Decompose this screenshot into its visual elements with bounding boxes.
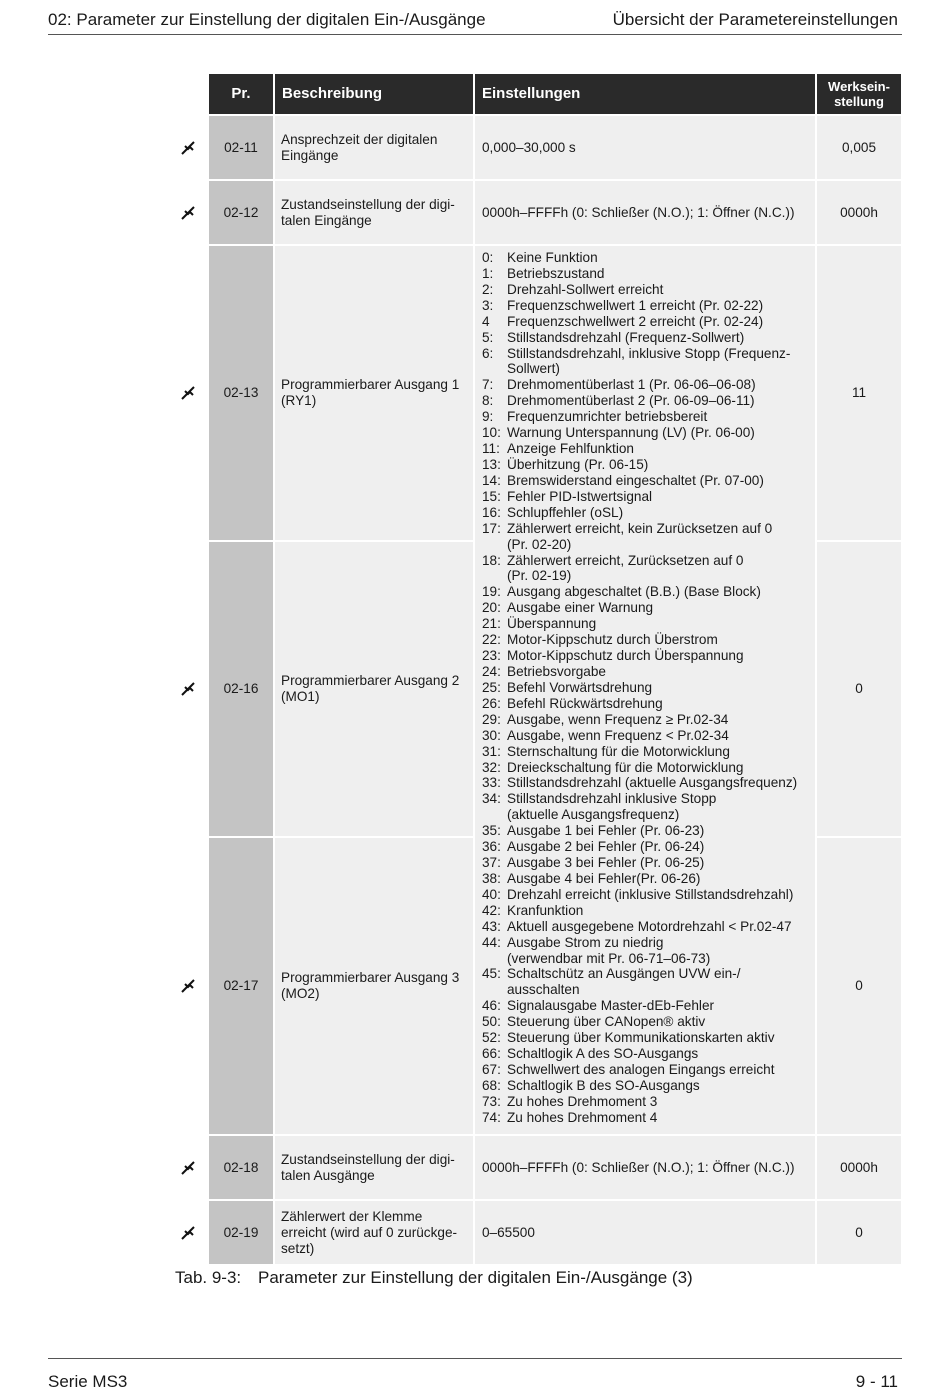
option-number: 38: [482, 870, 501, 886]
option-text: Ausgabe, wenn Frequenz ≥ Pr.02-34 [507, 711, 729, 727]
param-number: 02-16 [209, 542, 273, 836]
live-edit-icon [181, 978, 195, 994]
option-text: Motor-Kippschutz durch Überstrom [507, 632, 718, 648]
option-text: Motor-Kippschutz durch Überspannung [507, 648, 744, 664]
param-description-text: Ansprechzeit der digitalen Eingänge [281, 131, 438, 163]
option-text: Aktuell ausgegebene Motordrehzahl < Pr.02-47 [507, 918, 792, 934]
option-item [482, 998, 815, 1014]
option-text: Überhitzung (Pr. 06-15) [507, 456, 649, 472]
option-text: Zu hohes Drehmoment 4 [507, 1109, 658, 1125]
option-number: 16: [482, 504, 501, 520]
option-item [482, 648, 815, 664]
param-description-text: Zustandseinstellung der digi- talen Eingänge [281, 196, 455, 228]
option-text: Schaltlogik A des SO-Ausgangs [507, 1046, 699, 1062]
header-chapter-title: 02: Parameter zur Einstellung der digitalen Ein-/Ausgänge [48, 10, 486, 29]
option-item [482, 505, 815, 521]
option-text: Frequenzschwellwert 1 erreicht (Pr. 02-22) [507, 297, 764, 313]
option-number: 0: [482, 250, 494, 265]
option-number: 66: [482, 1046, 501, 1062]
option-number: 32: [482, 759, 501, 775]
option-text: Steuerung über Kommunikationskarten aktiv [507, 1030, 775, 1046]
header-section-title: Übersicht der Parametereinstellungen [612, 10, 898, 29]
option-number: 37: [482, 855, 501, 871]
option-item [482, 377, 815, 393]
option-item [482, 600, 815, 616]
option-item [482, 887, 815, 903]
option-number: 52: [482, 1030, 501, 1046]
param-description-text: Programmierbarer Ausgang 3 (MO2) [281, 970, 460, 1001]
option-item [482, 696, 815, 712]
option-number: 25: [482, 679, 501, 695]
option-item [482, 903, 815, 919]
param-description-text: Zählerwert der Klemme erreicht (wird auf 0 zurückge- setzt) [281, 1208, 458, 1256]
option-text: Schlupffehler (oSL) [507, 504, 624, 520]
col-header-default-line1: Werksein- [828, 79, 890, 94]
option-item [482, 521, 815, 553]
option-number: 10: [482, 425, 501, 441]
footer-series: Serie MS3 [48, 1372, 128, 1387]
param-number: 02-12 [209, 181, 273, 244]
option-number: 29: [482, 711, 501, 727]
option-text: Signalausgabe Master-dEb-Fehler [507, 998, 715, 1014]
option-text: Sternschaltung für die Motorwicklung [507, 743, 730, 759]
option-text: Schaltschütz an Ausgängen UVW ein-/ ausschalten [507, 966, 741, 998]
col-header-default-line2: stellung [834, 94, 884, 109]
option-item [482, 728, 815, 744]
col-header-default [817, 74, 901, 114]
footer-page-number: 9 - 11 [855, 1372, 898, 1387]
param-description [275, 542, 473, 836]
option-number: 18: [482, 552, 501, 568]
option-number: 35: [482, 823, 501, 839]
option-text: Ausgabe 4 bei Fehler(Pr. 06-26) [507, 870, 701, 886]
live-edit-icon [181, 1225, 195, 1241]
option-number: 50: [482, 1014, 501, 1030]
option-text: Ausgabe 1 bei Fehler (Pr. 06-23) [507, 823, 705, 839]
option-text: Fehler PID-Istwertsignal [507, 488, 653, 504]
param-setting: 0,000–30,000 s [475, 116, 815, 179]
option-text: Steuerung über CANopen® aktiv [507, 1014, 706, 1030]
option-number: 26: [482, 695, 501, 711]
option-item [482, 919, 815, 935]
option-item [482, 839, 815, 855]
param-description-text: Zustandseinstellung der digi- talen Ausgänge [281, 1151, 455, 1183]
option-item [482, 712, 815, 728]
option-text: Zu hohes Drehmoment 3 [507, 1093, 658, 1109]
live-edit-icon [181, 205, 195, 221]
option-item [482, 855, 815, 871]
option-text: Stillstandsdrehzahl, inklusive Stopp (Frequenz- Sollwert) [507, 345, 791, 377]
option-number: 30: [482, 727, 501, 743]
option-text: Frequenzumrichter betriebsbereit [507, 409, 708, 425]
option-item [482, 664, 815, 680]
page-header [48, 9, 902, 35]
option-text: Befehl Rückwärtsdrehung [507, 695, 663, 711]
option-item [482, 457, 815, 473]
option-text: Bremswiderstand eingeschaltet (Pr. 07-00) [507, 472, 764, 488]
param-default: 0000h [817, 181, 901, 244]
option-number: 24: [482, 663, 501, 679]
option-number: 68: [482, 1077, 501, 1093]
option-item [482, 823, 815, 839]
option-number: 40: [482, 886, 501, 902]
option-number: 1: [482, 265, 494, 281]
option-item [482, 473, 815, 489]
option-item [482, 791, 815, 823]
param-number: 02-17 [209, 838, 273, 1134]
param-description [275, 1136, 473, 1199]
caption-number: Tab. 9-3: [175, 1268, 242, 1287]
option-text: Kranfunktion [507, 902, 584, 918]
param-description-text: Programmierbarer Ausgang 2 (MO1) [281, 673, 460, 704]
option-number: 5: [482, 329, 494, 345]
option-text: Ausgabe Strom zu niedrig (verwendbar mit Pr. 06-71–06-73) [507, 934, 711, 966]
option-text: Betriebszustand [507, 265, 605, 281]
param-description [275, 838, 473, 1134]
page-footer [48, 1358, 902, 1387]
option-item [482, 409, 815, 425]
option-number: 73: [482, 1093, 501, 1109]
col-header-settings: Einstellungen [475, 74, 815, 114]
option-number: 4 [482, 313, 490, 329]
param-number: 02-18 [209, 1136, 273, 1199]
option-number: 7: [482, 377, 494, 393]
option-text: Zählerwert erreicht, kein Zurücksetzen auf 0 (Pr. 02-20) [507, 520, 773, 552]
live-edit-icon [181, 1160, 195, 1176]
option-item [482, 680, 815, 696]
param-description [275, 246, 473, 540]
param-number: 02-13 [209, 246, 273, 540]
param-description [275, 1201, 473, 1264]
option-number: 17: [482, 520, 501, 536]
option-text: Ausgabe 2 bei Fehler (Pr. 06-24) [507, 839, 705, 855]
option-item [482, 935, 815, 967]
option-number: 13: [482, 456, 501, 472]
param-setting: 0–65500 [475, 1201, 815, 1264]
option-text: Überspannung [507, 616, 597, 632]
option-number: 34: [482, 791, 501, 807]
option-number: 36: [482, 839, 501, 855]
live-edit-icon [181, 385, 195, 401]
option-item [482, 250, 815, 266]
caption-text: Parameter zur Einstellung der digitalen Ein-/Ausgänge (3) [258, 1268, 693, 1287]
option-number: 15: [482, 488, 501, 504]
option-number: 42: [482, 902, 501, 918]
param-default: 0000h [817, 1136, 901, 1199]
param-number: 02-11 [209, 116, 273, 179]
option-item [482, 632, 815, 648]
option-number: 67: [482, 1062, 501, 1078]
param-description [275, 116, 473, 179]
option-item [482, 584, 815, 600]
col-header-description: Beschreibung [275, 74, 473, 114]
option-item [482, 744, 815, 760]
param-default: 0 [817, 838, 901, 1134]
option-item [482, 1078, 815, 1094]
option-number: 21: [482, 616, 501, 632]
param-setting: 0000h–FFFFh (0: Schließer (N.O.); 1: Öffner (N.C.)) [475, 1136, 815, 1199]
option-item [482, 775, 815, 791]
option-number: 45: [482, 966, 501, 982]
option-item [482, 314, 815, 330]
option-number: 14: [482, 472, 501, 488]
option-text: Drehmomentüberlast 1 (Pr. 06-06–06-08) [507, 377, 756, 393]
option-text: Schwellwert des analogen Eingangs erreicht [507, 1062, 775, 1078]
option-item [482, 966, 815, 998]
option-number: 19: [482, 584, 501, 600]
option-text: Zählerwert erreicht, Zurücksetzen auf 0 (Pr. 02-19) [507, 552, 744, 584]
output-function-list [475, 246, 815, 1134]
option-item [482, 1014, 815, 1030]
option-number: 8: [482, 393, 494, 409]
option-item [482, 760, 815, 776]
option-text: Keine Funktion [507, 250, 598, 265]
option-number: 74: [482, 1109, 501, 1125]
option-number: 22: [482, 632, 501, 648]
option-item [482, 489, 815, 505]
param-setting: 0000h–FFFFh (0: Schließer (N.O.); 1: Öffner (N.C.)) [475, 181, 815, 244]
option-item [482, 330, 815, 346]
live-edit-icon [181, 681, 195, 697]
param-default: 0 [817, 542, 901, 836]
option-number: 6: [482, 345, 494, 361]
option-item [482, 616, 815, 632]
option-number: 9: [482, 409, 494, 425]
option-text: Ausgabe, wenn Frequenz < Pr.02-34 [507, 727, 729, 743]
option-text: Stillstandsdrehzahl (Frequenz-Sollwert) [507, 329, 745, 345]
option-number: 2: [482, 281, 494, 297]
option-item [482, 1030, 815, 1046]
option-number: 43: [482, 918, 501, 934]
option-text: Anzeige Fehlfunktion [507, 441, 634, 457]
option-number: 3: [482, 297, 494, 313]
option-number: 46: [482, 998, 501, 1014]
option-text: Betriebsvorgabe [507, 663, 606, 679]
live-edit-icon [181, 140, 195, 156]
col-header-pr: Pr. [209, 74, 273, 114]
table-caption [175, 1268, 693, 1288]
option-text: Dreieckschaltung für die Motorwicklung [507, 759, 744, 775]
option-number: 20: [482, 600, 501, 616]
param-description-text: Programmierbarer Ausgang 1 (RY1) [281, 377, 460, 408]
option-text: Drehmomentüberlast 2 (Pr. 06-09–06-11) [507, 393, 755, 409]
option-item [482, 1094, 815, 1110]
option-item [482, 425, 815, 441]
param-default: 0 [817, 1201, 901, 1264]
option-item [482, 393, 815, 409]
option-text: Schaltlogik B des SO-Ausgangs [507, 1077, 700, 1093]
option-item [482, 266, 815, 282]
option-number: 23: [482, 648, 501, 664]
option-item [482, 1062, 815, 1078]
option-item [482, 553, 815, 585]
option-number: 33: [482, 775, 501, 791]
option-item [482, 1046, 815, 1062]
param-default: 0,005 [817, 116, 901, 179]
option-text: Warnung Unterspannung (LV) (Pr. 06-00) [507, 425, 755, 441]
option-item [482, 871, 815, 887]
option-number: 31: [482, 743, 501, 759]
option-text: Stillstandsdrehzahl inklusive Stopp (aktuelle Ausgangsfrequenz) [507, 791, 717, 823]
option-text: Frequenzschwellwert 2 erreicht (Pr. 02-24) [507, 313, 764, 329]
param-number: 02-19 [209, 1201, 273, 1264]
option-text: Ausgang abgeschaltet (B.B.) (Base Block) [507, 584, 761, 600]
option-text: Ausgabe 3 bei Fehler (Pr. 06-25) [507, 855, 705, 871]
option-text: Drehzahl erreicht (inklusive Stillstandsdrehzahl) [507, 886, 794, 902]
param-description [275, 181, 473, 244]
option-number: 11: [482, 441, 500, 457]
option-item [482, 441, 815, 457]
param-default: 11 [817, 246, 901, 540]
option-text: Drehzahl-Sollwert erreicht [507, 281, 664, 297]
option-item [482, 298, 815, 314]
option-item [482, 282, 815, 298]
option-text: Ausgabe einer Warnung [507, 600, 654, 616]
option-item [482, 1110, 815, 1126]
option-item [482, 346, 815, 378]
option-text: Befehl Vorwärtsdrehung [507, 679, 653, 695]
option-number: 44: [482, 934, 501, 950]
option-text: Stillstandsdrehzahl (aktuelle Ausgangsfrequenz) [507, 775, 798, 791]
